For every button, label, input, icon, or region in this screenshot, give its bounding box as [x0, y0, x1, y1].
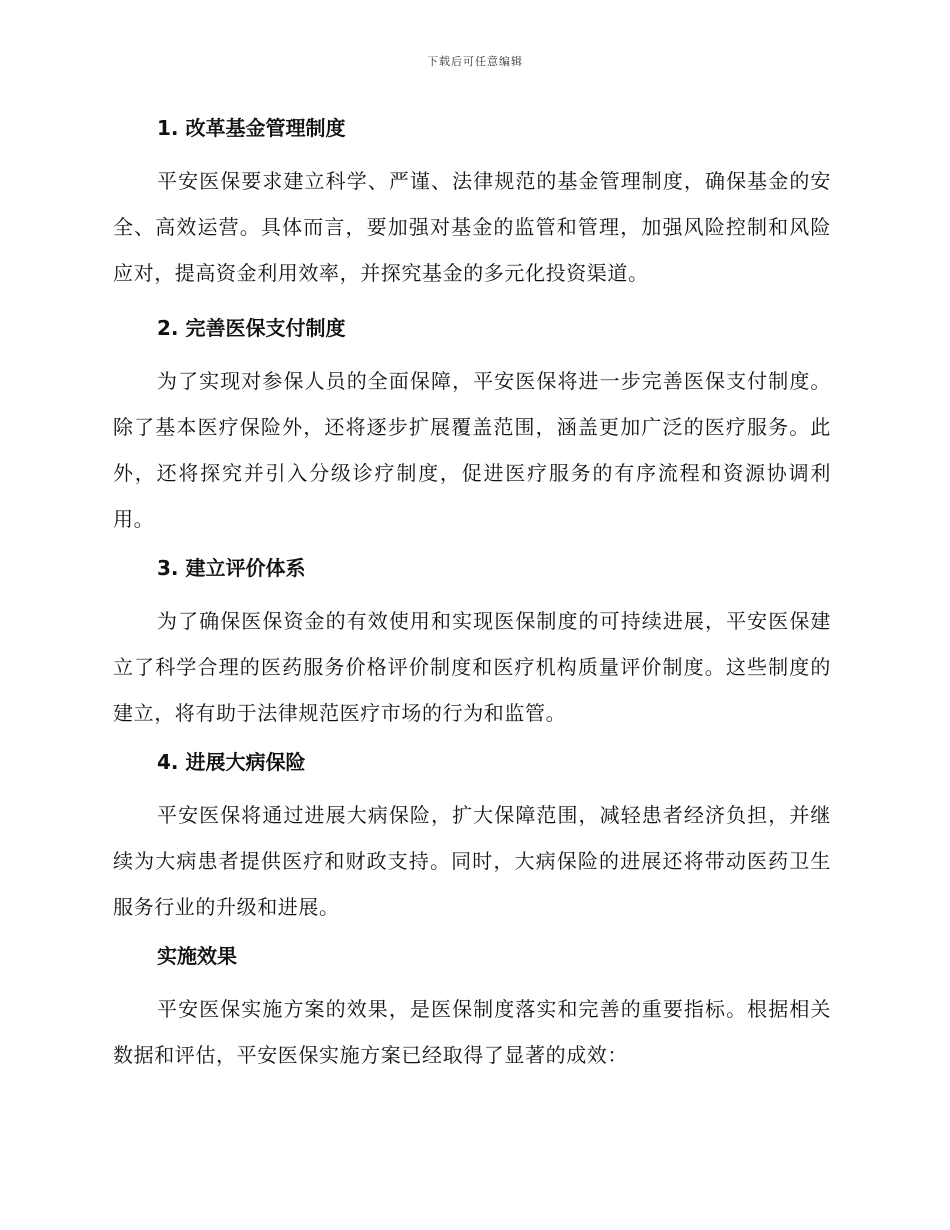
section-heading: 实施效果	[157, 944, 237, 968]
section-paragraph: 为了实现对参保人员的全面保障，平安医保将进一步完善医保支付制度。除了基本医疗保险外，还将逐步扩展覆盖范围，涵盖更加广泛的医疗服务。此外，还将探究并引入分级诊疗制度，促进医疗服务的有序流程和资源协调利用。	[113, 369, 831, 531]
section-paragraph: 平安医保将通过进展大病保险，扩大保障范围，减轻患者经济负担，并继续为大病患者提供医疗和财政支持。同时，大病保险的进展还将带动医药卫生服务行业的升级和进展。	[113, 803, 831, 919]
section-evaluation-system	[113, 550, 831, 736]
section-payment-system	[113, 310, 831, 542]
section-paragraph: 为了确保医保资金的有效使用和实现医保制度的可持续进展，平安医保建立了科学合理的医药服务价格评价制度和医疗机构质量评价制度。这些制度的建立，将有助于法律规范医疗市场的行为和监管。	[113, 609, 831, 725]
section-heading: 1. 改革基金管理制度	[157, 116, 346, 140]
section-heading: 2. 完善医保支付制度	[157, 316, 346, 340]
document-body	[113, 110, 831, 1086]
section-paragraph: 平安医保实施方案的效果，是医保制度落实和完善的重要指标。根据相关数据和评估，平安医保实施方案已经取得了显著的成效：	[113, 997, 831, 1067]
section-heading: 3. 建立评价体系	[157, 556, 306, 580]
section-paragraph: 平安医保要求建立科学、严谨、法律规范的基金管理制度，确保基金的安全、高效运营。具体而言，要加强对基金的监管和管理，加强风险控制和风险应对，提高资金利用效率，并探究基金的多元化投资渠道。	[113, 169, 831, 285]
header-note: 下载后可任意编辑	[427, 55, 523, 68]
section-heading: 4. 进展大病保险	[157, 750, 306, 774]
section-fund-management	[113, 110, 831, 296]
section-implementation-effects	[113, 938, 831, 1078]
section-critical-illness-insurance	[113, 744, 831, 930]
